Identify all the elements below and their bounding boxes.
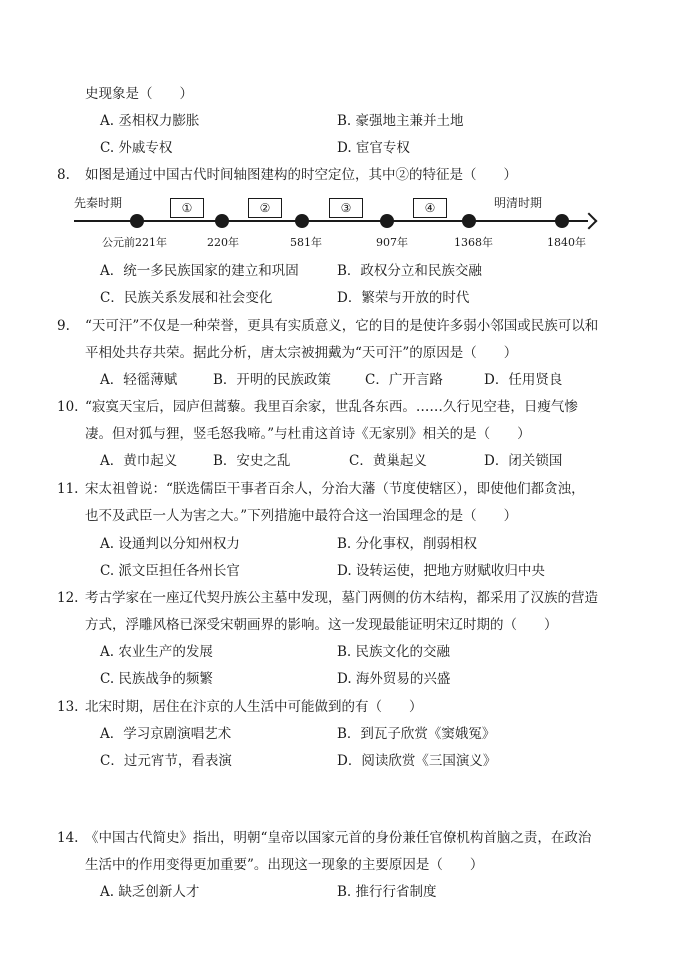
q11-option-b: B. 分化事权，削弱相权 [337,536,478,552]
q13-option-d: D．阅读欣赏《三国演义》 [337,753,497,769]
timeline-dot-4 [380,214,394,228]
q8-option-a: A．统一多民族国家的建立和巩固 [100,263,299,279]
q13-number: 13. [57,699,79,715]
q10-option-c: C．黄巢起义 [349,453,427,469]
q14-stem-line1: 《中国古代简史》指出，明朝“皇帝以国家元首的身份兼任官僚机构首脑之责，在政治 [85,830,592,846]
q8-option-b: B．政权分立和民族交融 [337,263,482,279]
q11-option-a: A. 设通判以分知州权力 [100,536,240,552]
q7-stem-tail: 史现象是（ ） [85,86,193,102]
q9-option-d: D．任用贤良 [484,372,563,388]
q9-option-c: C．广开言路 [365,372,443,388]
q11-stem-line2: 也不及武臣一人为害之大。”下列措施中最符合这一治国理念的是（ ） [85,508,518,524]
q12-option-b: B. 民族文化的交融 [337,644,451,660]
timeline-dot-3 [295,214,309,228]
q10-option-b: B．安史之乱 [213,453,291,469]
q8-stem: 如图是通过中国古代时间轴图建构的时空定位，其中②的特征是（ ） [85,167,517,183]
timeline-start-label: 先秦时期 [74,196,123,210]
q10-option-d: D．闭关锁国 [484,453,563,469]
timeline-dot-6 [555,214,569,228]
timeline-dot-1 [130,214,144,228]
q12-number: 12. [57,590,79,606]
timeline-box-1: ① [170,198,204,218]
q9-stem-line2: 平相处共存共荣。据此分析，唐太宗被拥戴为“天可汗”的原因是（ ） [85,345,518,361]
q13-option-b: B．到瓦子欣赏《窦娥冤》 [337,726,496,742]
q9-option-a: A．轻徭薄赋 [100,372,178,388]
timeline-arrow-icon [581,213,598,230]
timeline-box-2: ② [248,198,282,218]
q13-option-a: A．学习京剧演唱艺术 [100,726,232,742]
q11-option-d: D. 设转运使，把地方财赋收归中央 [337,563,545,579]
q9-stem-line1: “天可汗”不仅是一种荣誉，更具有实质意义，它的目的是使许多弱小邻国或民族可以和 [85,318,599,334]
q11-option-c: C. 派文臣担任各州长官 [100,563,240,579]
q13-option-c: C．过元宵节，看表演 [100,753,232,769]
q9-option-b: B．开明的民族政策 [213,372,331,388]
q10-stem-line2: 凄。但对狐与狸，竖毛怒我啼。”与杜甫这首诗《无家别》相关的是（ ） [85,426,531,442]
q8-option-c: C．民族关系发展和社会变化 [100,290,273,306]
q11-number: 11. [57,481,79,497]
timeline-box-3: ③ [329,198,363,218]
q11-stem-line1: 宋太祖曾说：“朕选儒臣干事者百余人，分治大藩（节度使辖区），即使他们都贪浊， [85,481,585,497]
q14-number: 14. [57,830,79,846]
q12-option-c: C. 民族战争的频繁 [100,671,213,687]
timeline-box-4: ④ [413,198,447,218]
q14-option-a: A. 缺乏创新人才 [100,884,200,900]
q14-option-b: B. 推行行省制度 [337,884,437,900]
timeline-axis [74,220,588,222]
q10-option-a: A．黄巾起义 [100,453,178,469]
timeline-year-4: 907年 [376,236,408,249]
timeline-year-6: 1840年 [547,236,586,249]
q9-number: 9. [57,318,70,334]
q12-option-a: A. 农业生产的发展 [100,644,213,660]
q12-stem-line2: 方式，浮雕风格已深受宋朝画界的影响。这一发现最能证明宋辽时期的（ ） [85,617,558,633]
q7-option-b: B. 豪强地主兼并土地 [337,113,464,129]
q7-option-c: C. 外戚专权 [100,140,173,156]
timeline-year-2: 220年 [207,236,239,249]
q10-stem-line1: “寂寞天宝后，园庐但蒿藜。我里百余家，世乱各东西。……久行见空巷，日瘦气惨 [85,399,578,415]
q12-option-d: D. 海外贸易的兴盛 [337,671,451,687]
timeline-end-label: 明清时期 [494,196,543,210]
timeline-year-5: 1368年 [454,236,493,249]
q7-option-a: A. 丞相权力膨胀 [100,113,200,129]
timeline-dot-2 [215,214,229,228]
q7-option-d: D. 宦官专权 [337,140,410,156]
q12-stem-line1: 考古学家在一座辽代契丹族公主墓中发现，墓门两侧的仿木结构，都采用了汉族的营造 [85,590,598,606]
q14-stem-line2: 生活中的作用变得更加重要”。出现这一现象的主要原因是（ ） [85,857,484,873]
timeline-dot-5 [462,214,476,228]
q10-number: 10. [57,399,79,415]
q8-option-d: D．繁荣与开放的时代 [337,290,470,306]
q13-stem: 北宋时期，居住在汴京的人生活中可能做到的有（ ） [85,699,423,715]
q8-number: 8. [57,167,70,183]
timeline-year-3: 581年 [290,236,322,249]
timeline-year-1: 公元前221年 [102,236,167,249]
